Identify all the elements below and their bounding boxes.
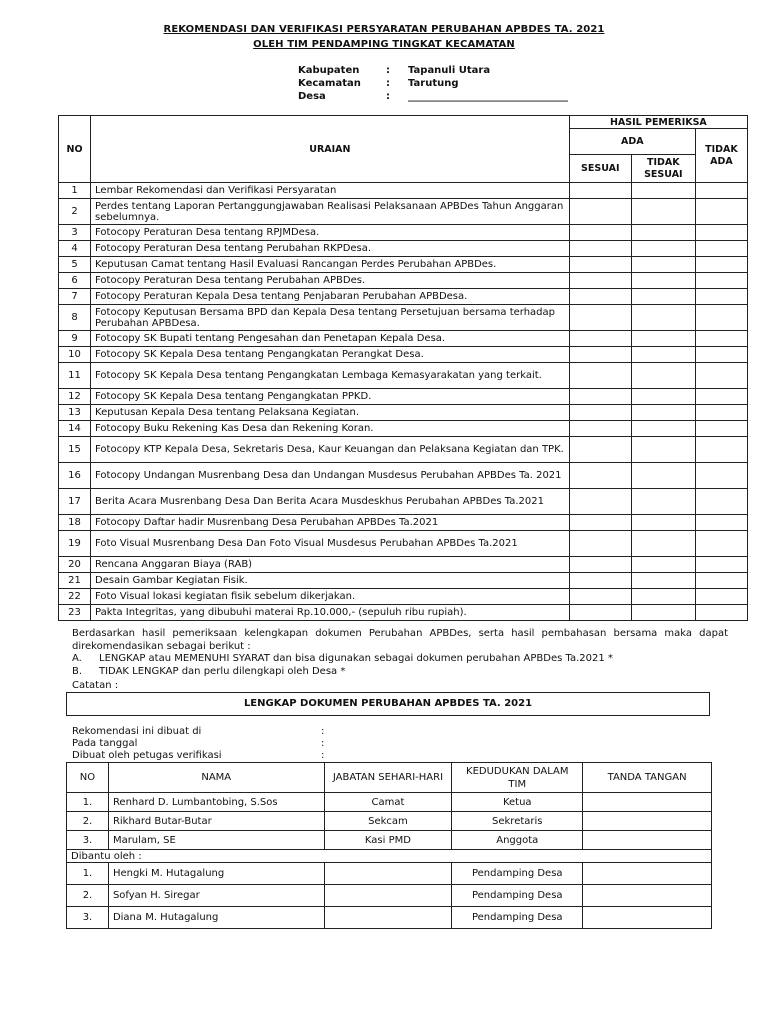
check-tidak-sesuai-cell[interactable] — [631, 515, 695, 531]
check-tidak-ada-cell[interactable] — [695, 241, 747, 257]
requirement-number: 3 — [59, 225, 91, 241]
check-tidak-sesuai-cell[interactable] — [631, 589, 695, 605]
member-name: Diana M. Hutagalung — [108, 907, 324, 929]
helper-row — [67, 907, 712, 929]
requirement-text: Fotocopy Peraturan Desa tentang Perubahan RKPDesa. — [91, 241, 570, 257]
requirement-number: 5 — [59, 257, 91, 273]
requirement-text: Fotocopy Peraturan Desa tentang RPJMDesa. — [91, 225, 570, 241]
info-label: Desa — [298, 91, 326, 102]
check-sesuai-cell[interactable] — [569, 257, 631, 273]
signature-body — [67, 793, 712, 929]
check-tidak-sesuai-cell[interactable] — [631, 463, 695, 489]
member-name: Renhard D. Lumbantobing, S.Sos — [108, 793, 324, 812]
header-uraian: URAIAN — [91, 116, 570, 183]
requirement-text: Fotocopy KTP Kepala Desa, Sekretaris Desa, Kaur Keuangan dan Pelaksana Kegiatan dan TPK. — [91, 437, 570, 463]
rekom-row — [72, 726, 324, 738]
member-number: 1. — [67, 863, 109, 885]
signature-cell[interactable] — [583, 793, 712, 812]
check-tidak-sesuai-cell[interactable] — [631, 437, 695, 463]
requirement-text: Pakta Integritas, yang dibubuhi materai Rp.10.000,- (sepuluh ribu rupiah). — [91, 605, 570, 621]
dibantu-label: Dibantu oleh : — [67, 850, 712, 863]
member-position — [324, 885, 452, 907]
member-name: Hengki M. Hutagalung — [108, 863, 324, 885]
requirement-row — [59, 531, 748, 557]
requirement-number: 11 — [59, 363, 91, 389]
check-sesuai-cell[interactable] — [569, 347, 631, 363]
header-hasil-pemeriksa: HASIL PEMERIKSA — [569, 116, 747, 129]
requirement-row — [59, 241, 748, 257]
check-sesuai-cell[interactable] — [569, 363, 631, 389]
member-role: Sekretaris — [452, 812, 583, 831]
check-tidak-sesuai-cell[interactable] — [631, 573, 695, 589]
check-tidak-ada-cell[interactable] — [695, 437, 747, 463]
member-role: Pendamping Desa — [452, 863, 583, 885]
requirement-number: 18 — [59, 515, 91, 531]
check-tidak-sesuai-cell[interactable] — [631, 199, 695, 225]
check-tidak-sesuai-cell[interactable] — [631, 225, 695, 241]
check-tidak-ada-cell[interactable] — [695, 225, 747, 241]
check-sesuai-cell[interactable] — [569, 557, 631, 573]
check-sesuai-cell[interactable] — [569, 573, 631, 589]
requirement-row — [59, 257, 748, 273]
requirement-row — [59, 225, 748, 241]
check-sesuai-cell[interactable] — [569, 241, 631, 257]
check-tidak-sesuai-cell[interactable] — [631, 489, 695, 515]
check-tidak-sesuai-cell[interactable] — [631, 605, 695, 621]
check-tidak-sesuai-cell[interactable] — [631, 257, 695, 273]
check-tidak-sesuai-cell[interactable] — [631, 241, 695, 257]
requirements-body — [59, 183, 748, 621]
check-sesuai-cell[interactable] — [569, 199, 631, 225]
check-tidak-ada-cell[interactable] — [695, 183, 747, 199]
requirement-row — [59, 331, 748, 347]
option-a-text: LENGKAP atau MEMENUHI SYARAT dan bisa digunakan sebagai dokumen perubahan APBDes Ta.2021 * — [99, 653, 613, 664]
requirement-text: Desain Gambar Kegiatan Fisik. — [91, 573, 570, 589]
dibantu-row — [67, 850, 712, 863]
member-name: Rikhard Butar-Butar — [108, 812, 324, 831]
check-sesuai-cell[interactable] — [569, 289, 631, 305]
requirement-text: Fotocopy Keputusan Bersama BPD dan Kepala Desa tentang Persetujuan bersama terhadap Perubahan APBDesa. — [91, 305, 570, 331]
check-tidak-ada-cell[interactable] — [695, 605, 747, 621]
requirement-number: 4 — [59, 241, 91, 257]
requirement-number: 2 — [59, 199, 91, 225]
check-tidak-ada-cell[interactable] — [695, 389, 747, 405]
info-row-desa — [298, 90, 588, 103]
option-b-letter: B. — [72, 666, 83, 677]
requirement-row — [59, 463, 748, 489]
check-sesuai-cell[interactable] — [569, 225, 631, 241]
sign-header-kedudukan: KEDUDUKAN DALAM TIM — [452, 763, 583, 793]
check-sesuai-cell[interactable] — [569, 305, 631, 331]
option-a-letter: A. — [72, 653, 82, 664]
check-tidak-sesuai-cell[interactable] — [631, 183, 695, 199]
officer-row — [67, 793, 712, 812]
requirement-number: 7 — [59, 289, 91, 305]
check-tidak-ada-cell[interactable] — [695, 557, 747, 573]
check-sesuai-cell[interactable] — [569, 437, 631, 463]
requirement-row — [59, 573, 748, 589]
requirement-number: 6 — [59, 273, 91, 289]
signature-cell[interactable] — [583, 885, 712, 907]
requirement-text: Fotocopy Peraturan Kepala Desa tentang Penjabaran Perubahan APBDesa. — [91, 289, 570, 305]
member-role: Pendamping Desa — [452, 907, 583, 929]
check-tidak-sesuai-cell[interactable] — [631, 331, 695, 347]
check-tidak-ada-cell[interactable] — [695, 589, 747, 605]
member-position — [324, 863, 452, 885]
requirement-text: Keputusan Kepala Desa tentang Pelaksana Kegiatan. — [91, 405, 570, 421]
document-subtitle: OLEH TIM PENDAMPING TINGKAT KECAMATAN — [253, 39, 515, 50]
requirement-text: Keputusan Camat tentang Hasil Evaluasi Rancangan Perdes Perubahan APBDes. — [91, 257, 570, 273]
header-sesuai: SESUAI — [569, 155, 631, 183]
requirement-text: Fotocopy Daftar hadir Musrenbang Desa Perubahan APBDes Ta.2021 — [91, 515, 570, 531]
requirement-number: 13 — [59, 405, 91, 421]
requirement-text: Fotocopy Buku Rekening Kas Desa dan Rekening Koran. — [91, 421, 570, 437]
check-tidak-sesuai-cell[interactable] — [631, 531, 695, 557]
requirement-text: Lembar Rekomendasi dan Verifikasi Persyaratan — [91, 183, 570, 199]
rekom-label: Rekomendasi ini dibuat di — [72, 726, 202, 737]
document-title: REKOMENDASI DAN VERIFIKASI PERSYARATAN PERUBAHAN APBDES TA. 2021 — [163, 24, 605, 35]
check-tidak-ada-cell[interactable] — [695, 289, 747, 305]
signature-table — [66, 762, 712, 929]
requirement-text: Berita Acara Musrenbang Desa Dan Berita Acara Musdeskhus Perubahan APBDes Ta.2021 — [91, 489, 570, 515]
check-tidak-ada-cell[interactable] — [695, 463, 747, 489]
member-name: Sofyan H. Siregar — [108, 885, 324, 907]
requirement-number: 23 — [59, 605, 91, 621]
info-value: Tarutung — [408, 78, 459, 89]
member-number: 3. — [67, 831, 109, 850]
member-position: Camat — [324, 793, 452, 812]
option-b-text: TIDAK LENGKAP dan perlu dilengkapi oleh Desa * — [99, 666, 346, 677]
requirement-text: Perdes tentang Laporan Pertanggungjawaban Realisasi Pelaksanaan APBDes Tahun Anggaran sebelumnya. — [91, 199, 570, 225]
check-sesuai-cell[interactable] — [569, 531, 631, 557]
option-b — [72, 666, 728, 679]
info-colon: : — [386, 91, 390, 102]
member-number: 1. — [67, 793, 109, 812]
header-no: NO — [59, 116, 91, 183]
officer-row — [67, 831, 712, 850]
requirement-row — [59, 437, 748, 463]
member-number: 2. — [67, 812, 109, 831]
info-label: Kecamatan — [298, 78, 361, 89]
info-label: Kabupaten — [298, 65, 360, 76]
info-row-kabupaten — [298, 64, 588, 77]
helper-row — [67, 863, 712, 885]
requirement-row — [59, 289, 748, 305]
header-ada: ADA — [569, 129, 695, 155]
rekom-label: Pada tanggal — [72, 738, 138, 749]
requirement-row — [59, 273, 748, 289]
requirement-row — [59, 183, 748, 199]
member-role: Ketua — [452, 793, 583, 812]
check-tidak-sesuai-cell[interactable] — [631, 389, 695, 405]
requirement-row — [59, 363, 748, 389]
sign-header-jabatan: JABATAN SEHARI-HARI — [324, 763, 452, 793]
check-sesuai-cell[interactable] — [569, 589, 631, 605]
requirement-number: 10 — [59, 347, 91, 363]
requirement-row — [59, 421, 748, 437]
requirement-row — [59, 389, 748, 405]
signature-cell[interactable] — [583, 863, 712, 885]
requirement-row — [59, 405, 748, 421]
requirement-text: Fotocopy SK Kepala Desa tentang Pengangkatan Perangkat Desa. — [91, 347, 570, 363]
info-row-kecamatan — [298, 77, 588, 90]
check-tidak-ada-cell[interactable] — [695, 331, 747, 347]
catatan-label: Catatan : — [72, 680, 119, 691]
requirement-number: 21 — [59, 573, 91, 589]
requirement-number: 15 — [59, 437, 91, 463]
member-role: Anggota — [452, 831, 583, 850]
check-tidak-sesuai-cell[interactable] — [631, 405, 695, 421]
rekom-colon: : — [321, 738, 325, 749]
signature-cell[interactable] — [583, 907, 712, 929]
sign-header-no: NO — [67, 763, 109, 793]
requirement-number: 22 — [59, 589, 91, 605]
check-tidak-ada-cell[interactable] — [695, 305, 747, 331]
check-tidak-ada-cell[interactable] — [695, 515, 747, 531]
requirement-row — [59, 347, 748, 363]
sign-header-tanda: TANDA TANGAN — [583, 763, 712, 793]
member-role: Pendamping Desa — [452, 885, 583, 907]
check-sesuai-cell[interactable] — [569, 489, 631, 515]
check-tidak-ada-cell[interactable] — [695, 273, 747, 289]
signature-cell[interactable] — [583, 812, 712, 831]
header-tidak-sesuai: TIDAK SESUAI — [631, 155, 695, 183]
requirement-row — [59, 305, 748, 331]
result-box: LENGKAP DOKUMEN PERUBAHAN APBDES TA. 2021 — [66, 692, 710, 716]
check-tidak-sesuai-cell[interactable] — [631, 347, 695, 363]
requirement-text: Fotocopy SK Bupati tentang Pengesahan dan Penetapan Kepala Desa. — [91, 331, 570, 347]
requirement-row — [59, 199, 748, 225]
location-info — [298, 64, 588, 103]
check-tidak-sesuai-cell[interactable] — [631, 305, 695, 331]
requirement-number: 12 — [59, 389, 91, 405]
check-tidak-ada-cell[interactable] — [695, 573, 747, 589]
member-number: 2. — [67, 885, 109, 907]
check-sesuai-cell[interactable] — [569, 389, 631, 405]
requirement-text: Fotocopy Peraturan Desa tentang Perubahan APBDes. — [91, 273, 570, 289]
requirement-text: Fotocopy SK Kepala Desa tentang Pengangkatan PPKD. — [91, 389, 570, 405]
check-sesuai-cell[interactable] — [569, 463, 631, 489]
rekom-colon: : — [321, 750, 325, 761]
check-sesuai-cell[interactable] — [569, 405, 631, 421]
check-tidak-sesuai-cell[interactable] — [631, 421, 695, 437]
check-tidak-sesuai-cell[interactable] — [631, 289, 695, 305]
officer-row — [67, 812, 712, 831]
requirement-number: 9 — [59, 331, 91, 347]
rekom-row — [72, 750, 324, 762]
option-a — [72, 653, 728, 666]
requirement-number: 14 — [59, 421, 91, 437]
requirement-text: Foto Visual Musrenbang Desa Dan Foto Visual Musdesus Perubahan APBDes Ta.2021 — [91, 531, 570, 557]
requirement-row — [59, 589, 748, 605]
check-tidak-ada-cell[interactable] — [695, 257, 747, 273]
check-tidak-ada-cell[interactable] — [695, 531, 747, 557]
rekom-row — [72, 738, 324, 750]
sign-header-nama: NAMA — [108, 763, 324, 793]
check-sesuai-cell[interactable] — [569, 183, 631, 199]
requirement-number: 1 — [59, 183, 91, 199]
requirement-text: Foto Visual lokasi kegiatan fisik sebelum dikerjakan. — [91, 589, 570, 605]
check-sesuai-cell[interactable] — [569, 515, 631, 531]
requirement-number: 20 — [59, 557, 91, 573]
header-tidak-ada: TIDAK ADA — [695, 129, 747, 183]
requirement-number: 16 — [59, 463, 91, 489]
check-tidak-ada-cell[interactable] — [695, 199, 747, 225]
helper-row — [67, 885, 712, 907]
info-value-blank: ________________________________ — [408, 91, 568, 102]
requirement-number: 19 — [59, 531, 91, 557]
info-value: Tapanuli Utara — [408, 65, 491, 76]
conclusion-paragraph: Berdasarkan hasil pemeriksaan kelengkapan dokumen Perubahan APBDes, serta hasil pembahasan bersama maka dapat direkomendasikan sebagai berikut : — [72, 628, 728, 652]
signature-cell[interactable] — [583, 831, 712, 850]
requirements-table — [58, 115, 748, 621]
check-tidak-ada-cell[interactable] — [695, 421, 747, 437]
requirement-number: 17 — [59, 489, 91, 515]
check-tidak-sesuai-cell[interactable] — [631, 273, 695, 289]
rekom-colon: : — [321, 726, 325, 737]
requirement-text: Rencana Anggaran Biaya (RAB) — [91, 557, 570, 573]
check-sesuai-cell[interactable] — [569, 331, 631, 347]
recommendation-meta — [72, 726, 324, 762]
requirement-text: Fotocopy Undangan Musrenbang Desa dan Undangan Musdesus Perubahan APBDes Ta. 2021 — [91, 463, 570, 489]
requirement-row — [59, 515, 748, 531]
requirement-row — [59, 557, 748, 573]
member-position — [324, 907, 452, 929]
member-name: Marulam, SE — [108, 831, 324, 850]
requirement-number: 8 — [59, 305, 91, 331]
info-colon: : — [386, 78, 390, 89]
requirement-row — [59, 605, 748, 621]
check-sesuai-cell[interactable] — [569, 605, 631, 621]
rekom-label: Dibuat oleh petugas verifikasi — [72, 750, 222, 761]
member-number: 3. — [67, 907, 109, 929]
member-position: Sekcam — [324, 812, 452, 831]
info-colon: : — [386, 65, 390, 76]
check-sesuai-cell[interactable] — [569, 273, 631, 289]
requirement-text: Fotocopy SK Kepala Desa tentang Pengangkatan Lembaga Kemasyarakatan yang terkait. — [91, 363, 570, 389]
member-position: Kasi PMD — [324, 831, 452, 850]
check-tidak-ada-cell[interactable] — [695, 363, 747, 389]
check-tidak-ada-cell[interactable] — [695, 405, 747, 421]
check-sesuai-cell[interactable] — [569, 421, 631, 437]
check-tidak-ada-cell[interactable] — [695, 489, 747, 515]
check-tidak-sesuai-cell[interactable] — [631, 363, 695, 389]
requirement-row — [59, 489, 748, 515]
check-tidak-ada-cell[interactable] — [695, 347, 747, 363]
check-tidak-sesuai-cell[interactable] — [631, 557, 695, 573]
